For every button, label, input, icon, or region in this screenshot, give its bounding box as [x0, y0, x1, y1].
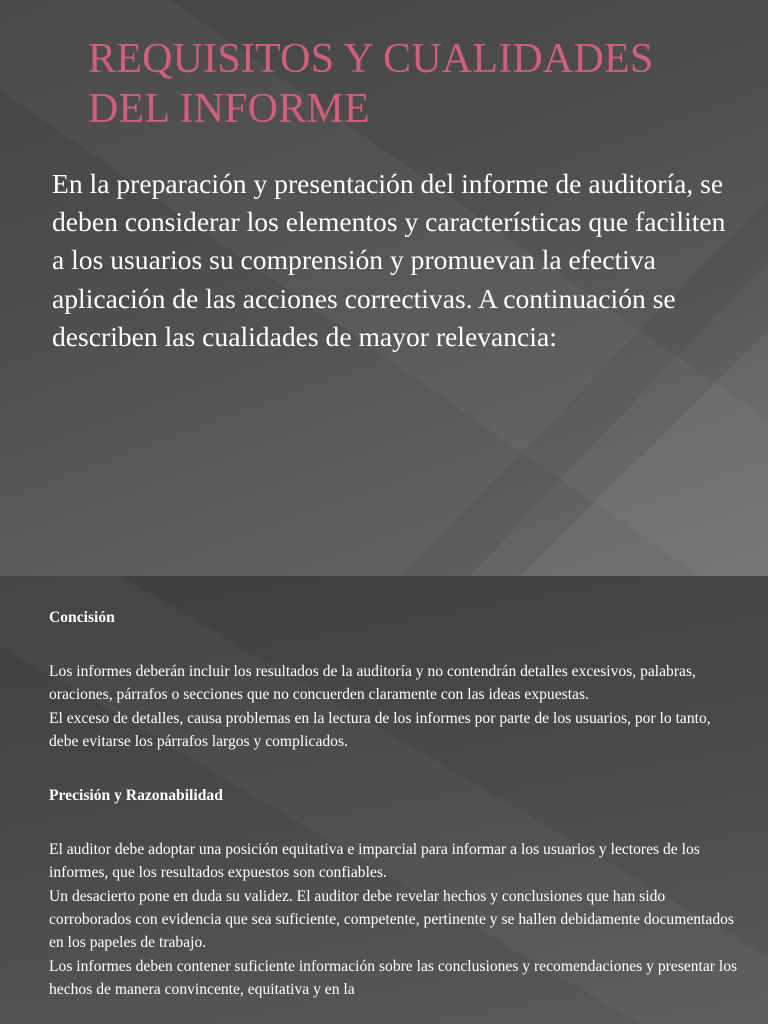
paragraph-concision-1: Los informes deberán incluir los resultados de la auditoría y no contendrán detalles excesivos, palabras, oraciones, párrafos o secciones que no concuerden claramente con las ideas expuestas.: [49, 663, 696, 703]
paragraph-precision-1: El auditor debe adoptar una posición equitativa e imparcial para informar a los usuarios y lectores de los informes, que los resultados expuestos son confiables.: [49, 841, 700, 881]
paragraph-concision-2: El exceso de detalles, causa problemas en la lectura de los informes por parte de los usuarios, por lo tanto, debe evitarse los párrafos largos y complicados.: [49, 710, 711, 750]
slide-content: [49, 606, 739, 1001]
paragraph-precision-2: Un desacierto pone en duda su validez. El auditor debe revelar hechos y conclusiones que han sido corroborados con evidencia que sea suficiente, competente, pertinente y se hallen debidamente documentados en los papeles de trabajo.: [49, 888, 734, 951]
section-heading-concision: Concisión: [49, 609, 115, 626]
slide-2: [0, 576, 768, 1024]
slide-title: REQUISITOS Y CUALIDADES DEL INFORME: [88, 36, 654, 132]
section-heading-precision: Precisión y Razonabilidad: [49, 787, 223, 804]
paragraph-precision-3: Los informes deben contener suficiente información sobre las conclusiones y recomendaciones y presentar los hechos de manera convincente, equitativa y en la: [49, 958, 738, 998]
slide-intro-paragraph: En la preparación y presentación del informe de auditoría, se deben considerar los elementos y características que faciliten a los usuarios su comprensión y promuevan la efectiva aplicación de las acciones correctivas. A continuación se describen las cualidades de mayor relevancia:: [52, 168, 726, 352]
